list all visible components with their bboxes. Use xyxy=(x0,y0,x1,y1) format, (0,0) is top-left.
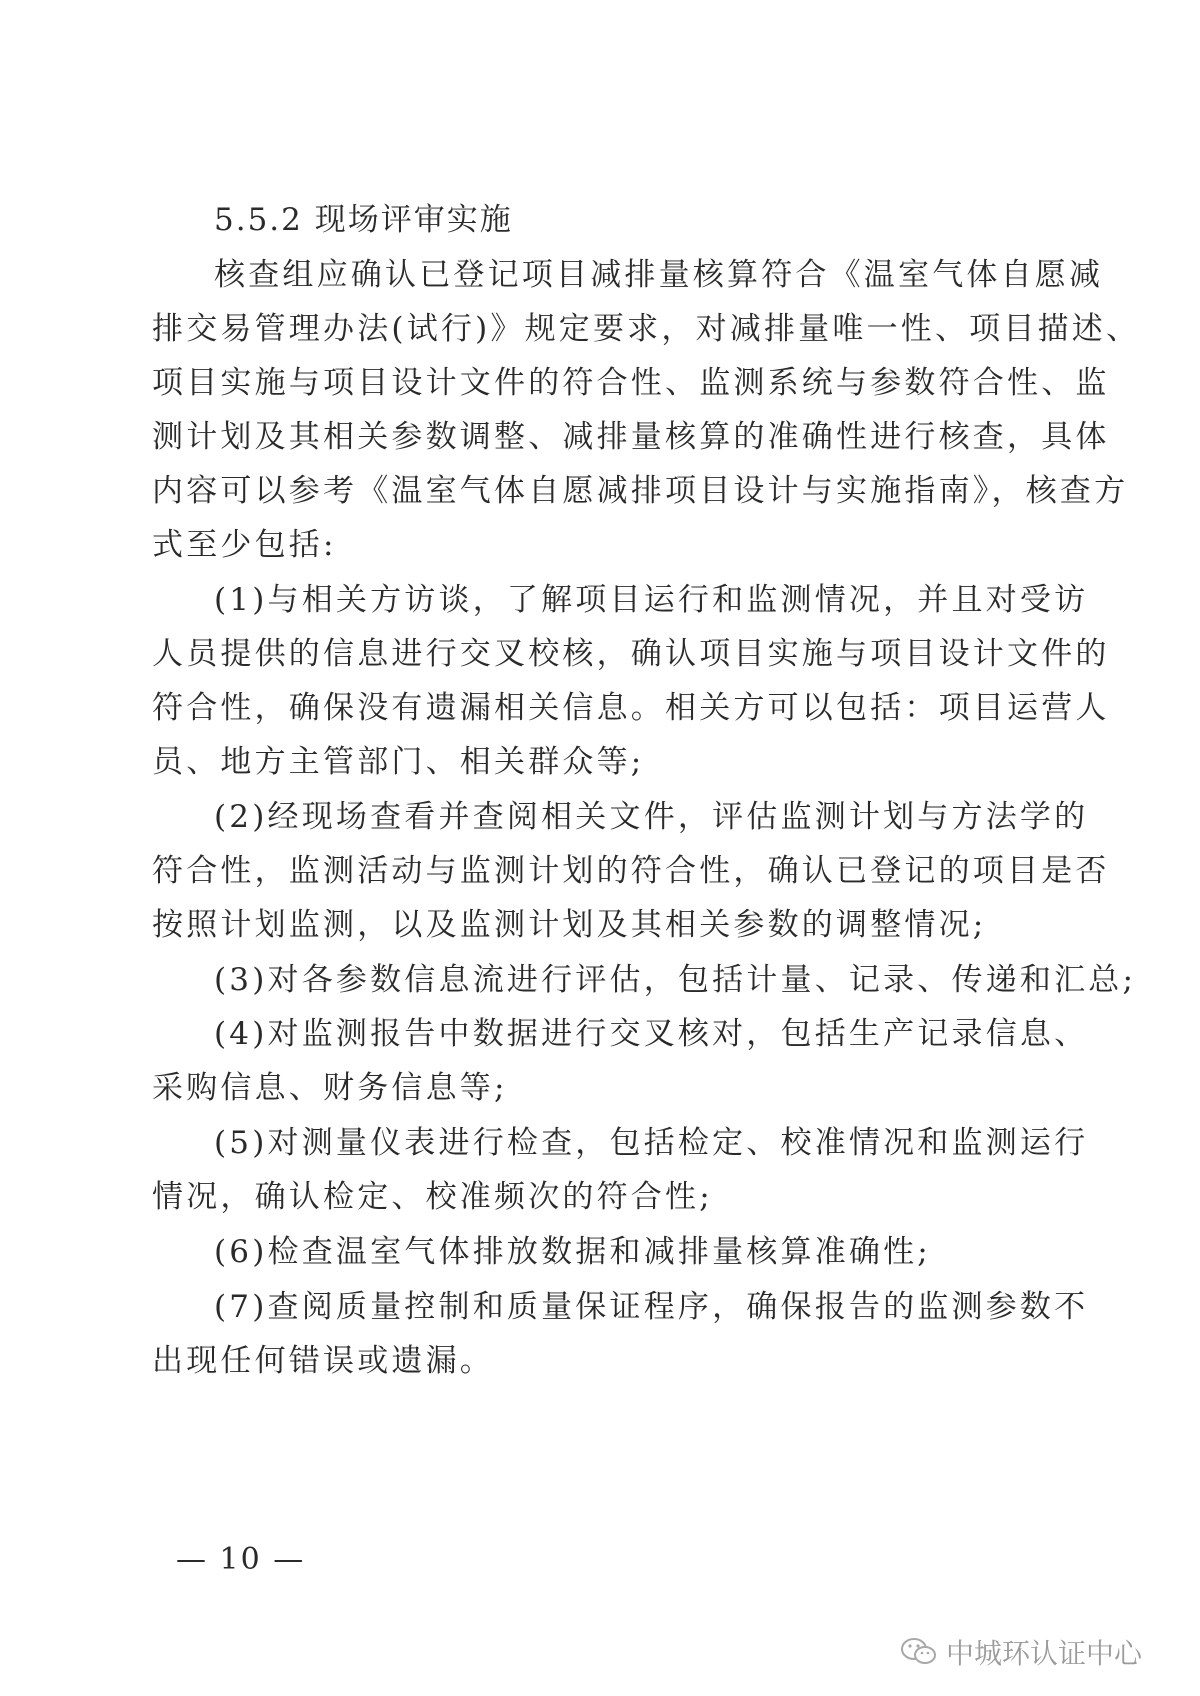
text-line: (4)对监测报告中数据进行交叉核对，包括生产记录信息、 xyxy=(214,1016,1089,1052)
text-line: 出现任何错误或遗漏。 xyxy=(152,1343,494,1379)
text-line: 按照计划监测，以及监测计划及其相关参数的调整情况; xyxy=(152,907,987,943)
text-line: 核查组应确认已登记项目减排量核算符合《温室气体自愿减 xyxy=(214,257,1104,293)
text-line: (1)与相关方访谈，了解项目运行和监测情况，并且对受访 xyxy=(214,582,1089,618)
text-line: (2)经现场查看并查阅相关文件，评估监测计划与方法学的 xyxy=(214,799,1089,835)
text-line: 项目实施与项目设计文件的符合性、监测系统与参数符合性、监 xyxy=(152,365,1110,401)
page-number: — 10 — xyxy=(176,1542,306,1577)
text-line: 采购信息、财务信息等; xyxy=(152,1070,508,1106)
section-heading: 5.5.2 现场评审实施 xyxy=(214,202,513,238)
text-line: (7)查阅质量控制和质量保证程序，确保报告的监测参数不 xyxy=(214,1289,1089,1325)
text-line: (3)对各参数信息流进行评估，包括计量、记录、传递和汇总; xyxy=(214,962,1137,998)
text-line: 人员提供的信息进行交叉校核，确认项目实施与项目设计文件的 xyxy=(152,636,1110,672)
watermark-text: 中城环认证中心 xyxy=(945,1637,1142,1670)
text-line: 式至少包括: xyxy=(152,527,337,563)
text-line: 员、地方主管部门、相关群众等; xyxy=(152,744,645,780)
wechat-icon xyxy=(900,1636,938,1668)
text-line: 内容可以参考《温室气体自愿减排项目设计与实施指南》，核查方 xyxy=(152,473,1129,509)
text-line: (5)对测量仪表进行检查，包括检定、校准情况和监测运行 xyxy=(214,1125,1089,1161)
text-line: (6)检查温室气体排放数据和减排量核算准确性; xyxy=(214,1234,931,1270)
text-line: 符合性，监测活动与监测计划的符合性，确认已登记的项目是否 xyxy=(152,853,1110,889)
text-line: 符合性，确保没有遗漏相关信息。相关方可以包括：项目运营人 xyxy=(152,690,1110,726)
watermark xyxy=(900,1632,1142,1672)
text-line: 情况，确认检定、校准频次的符合性; xyxy=(152,1179,713,1215)
text-line: 测计划及其相关参数调整、减排量核算的准确性进行核查，具体 xyxy=(152,419,1110,455)
text-line: 排交易管理办法(试行)》规定要求，对减排量唯一性、项目描述、 xyxy=(152,311,1141,347)
